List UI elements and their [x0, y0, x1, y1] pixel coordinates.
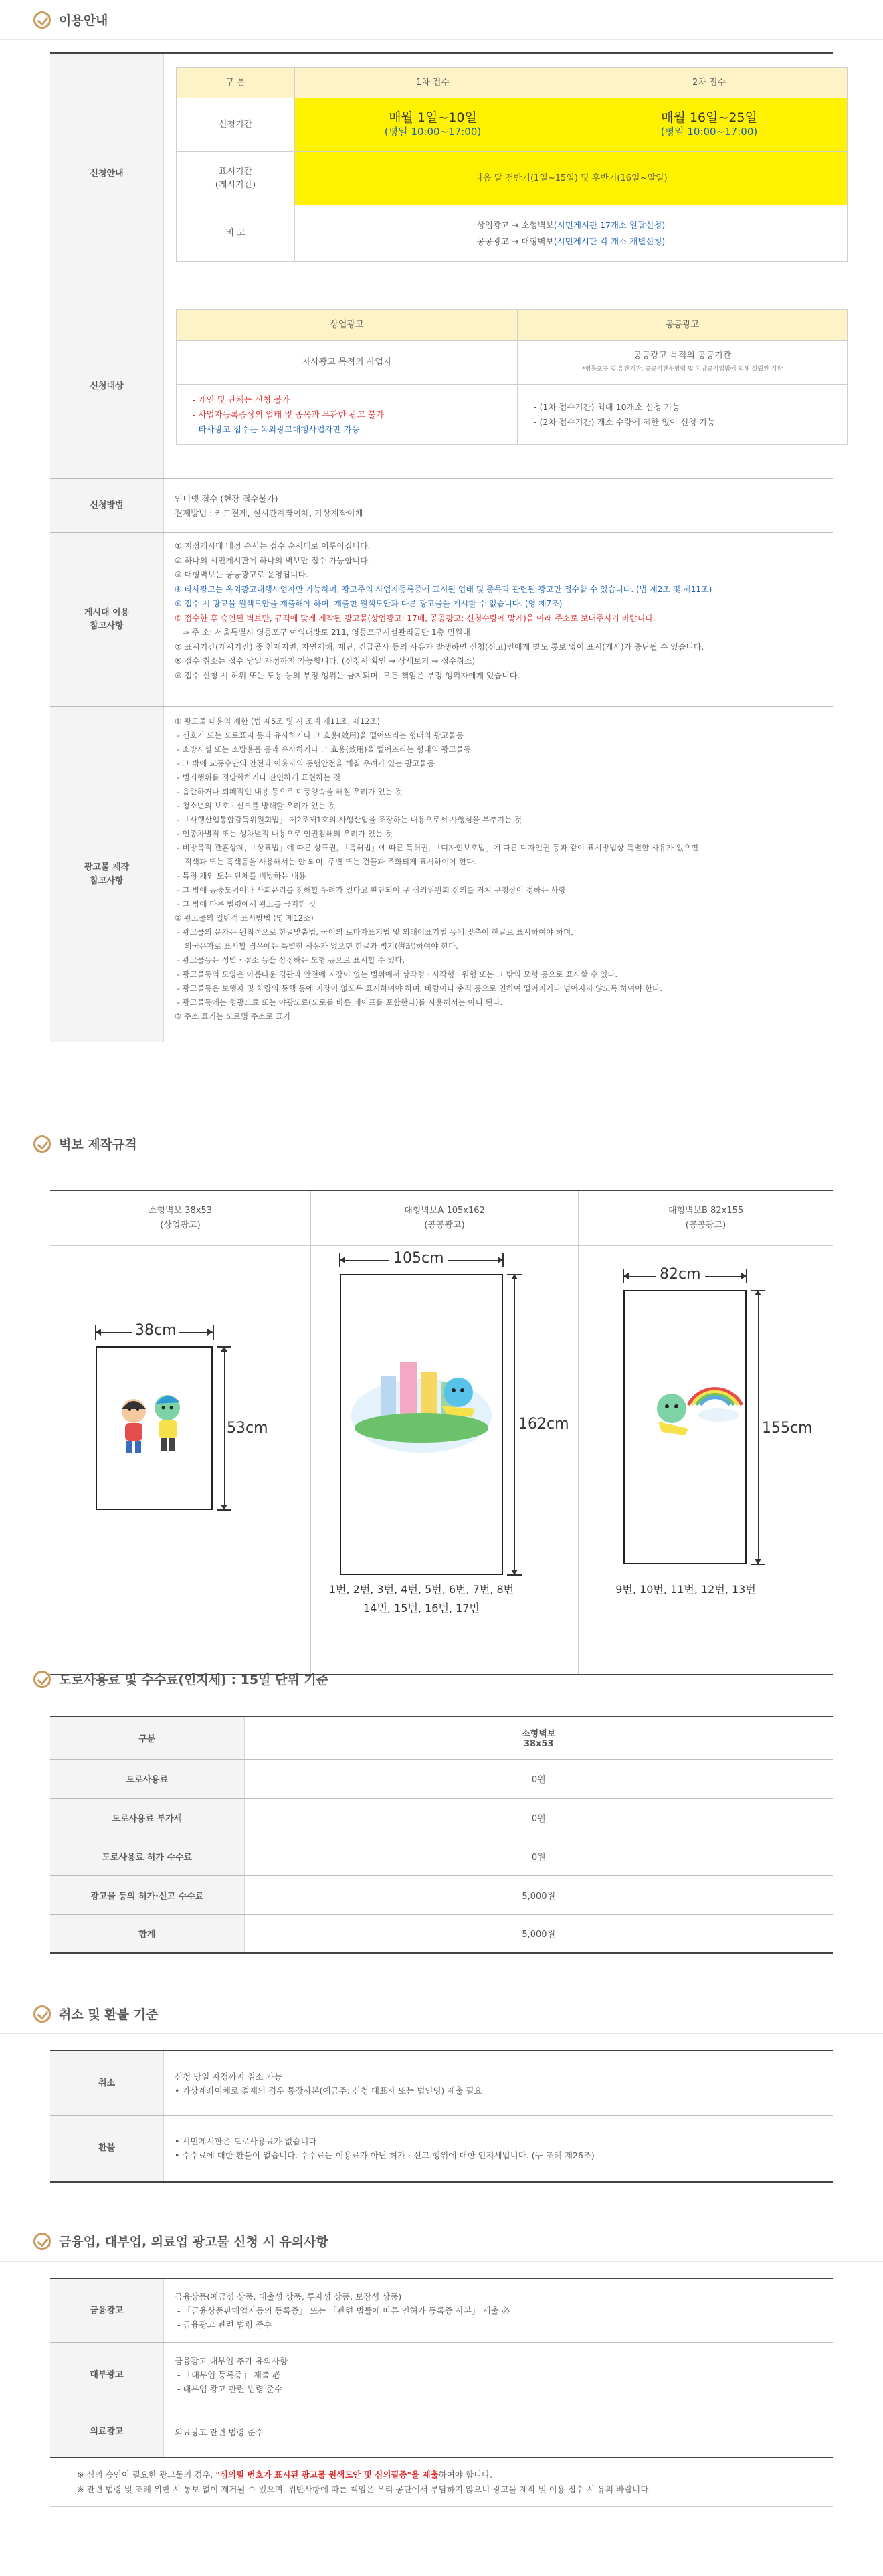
restrict-item: - 소방시설 또는 소방용품 등과 유사하거나 그 효용(效用)을 떨어뜨리는 형태의 광고물등	[175, 745, 471, 754]
fee-value: 5,000원	[244, 1914, 833, 1953]
restrict-list	[164, 707, 833, 1042]
target-table: 상업광고 공공광고 자사광고 목적의 사업자 공공광고 목적의 공공기관 *영등포구 및 유관기관, 공공기관운영법 및 지방공기업법에 의해 설립된 기관 - 개인 및 단체는 신청 불가 - 사업자등록증상의 업태 및 종목과 무관한 광고 불가 - 타사광고 접수는 옥외광고대행사업자만 가능 - (1차 접수기간) 최대 10개소 신청 가능 - (2차 접수기간) 개소 수량에 제한 없이 신청 가능	[176, 309, 848, 445]
spec-large-b: 대형벽보B 82x155 (공공광고) 82cm 155cm 9번, 10번, 11번, 12번, 13번	[579, 1191, 833, 1674]
mascot-rainbow-icon	[625, 1291, 745, 1563]
fee-label: 도로사용료	[50, 1759, 244, 1798]
small-width: 38cm	[132, 1322, 179, 1339]
fee-label: 도로사용료 허가 수수료	[50, 1837, 244, 1875]
row-target: 신청대상 상업광고 공공광고 자사광고 목적의 사업자 공공광고 목적의 공공기관 *영등포구 및 유관기관, 공공기관운영법 및 지방공기업법에 의해 설립된 기관 - 개인 및 단체는 신청 불가 - 사업자등록증상의 업태 및 종목과 무관한 광고 불가 - 타사광고 접수는 옥외광고대행사업자만 가능 - (1차 접수기간) 최대 10개소 신청 가능 - (2차 접수기간) 개소 수량에 제한 없이 신청 가능	[50, 294, 833, 479]
period-2: 매월 16일~25일	[661, 110, 757, 125]
fee-value: 5,000원	[244, 1875, 833, 1914]
restrict-item: - 신호기 또는 도로표지 등과 유사하거나 그 효용(效用)을 떨어뜨리는 형태의 광고물등	[175, 731, 464, 740]
small-board	[96, 1346, 213, 1510]
restrict-item: - 광고물등의 모양은 아름다운 경관과 안전에 지장이 없는 범위에서 상각형 · 사각형 · 원형 또는 그 밖의 모형 등으로 표시할 수 있다.	[175, 970, 618, 979]
restrict-item: ① 광고물 내용의 제한 (법 제5조 및 시 조례 제11조, 제12조)	[175, 717, 381, 726]
fee-row	[50, 1759, 833, 1798]
usage-header	[0, 0, 883, 40]
restrict-item: - 비방목적 관혼상제, 「상표법」에 따른 상표권, 「특허법」에 따른 특허권, 「디자인보호법」에 따른 디자인권 등과 같이 표시방법상 특별한 사유가 없으면	[175, 843, 699, 852]
small-height: 53cm	[227, 1420, 268, 1437]
usage-title: 이용안내	[59, 13, 108, 28]
fee-row	[50, 1798, 833, 1837]
restrict-item: - 그 밖에 공중도덕이나 사회윤리를 침해할 우려가 있다고 판단되어 구 심의위원회 심의를 거쳐 구청장이 정하는 사항	[175, 885, 566, 895]
refund-table	[50, 2050, 833, 2183]
note-item: ⑨ 접수 신청 시 허위 또는 도용 등의 부정 행위는 금지되며, 모든 책임은 부정 행위자에게 있습니다.	[175, 670, 520, 680]
spec-section: 벽보 제작규격 소형벽보 38x53 (상업광고) 38cm 53cm 대형벽보A 105x162 (공공광고) 105cm 162cm 1번, 2번, 3번, 4번, 5번, 6번, 7번, 8번 14번, 15번, 16번, 17번 대형벽보B 82x155 (공공광고) 82cm 155cm 9번, 10번, 11번, 12번, 13번	[0, 1124, 883, 1675]
finance-notes: ※ 심의 승인이 필요한 광고물의 경우, "심의필 번호가 표시된 광고물 원색도안 및 심의필증"을 제출하여야 합니다. ※ 관련 법령 및 조례 위반 시 통보 없이 제거될 수 있으며, 위반사항에 따른 책임은 우리 공단에서 부담하지 않으니 광고물 제작 및 이용 접수 시 유의 바랍니다.	[77, 2470, 652, 2494]
note-item: ③ 대형벽보는 공공광고로 운영됩니다.	[175, 570, 308, 579]
fee-row	[50, 1837, 833, 1875]
restrict-item: 적색과 또는 흑색등을 사용해서는 안 되며, 주변 또는 건물과 조화되게 표시하여야 한다.	[175, 857, 476, 866]
restrict-item: - 그 밖에 다른 법령에서 광고를 금지한 것	[175, 899, 316, 909]
fee-label: 합계	[50, 1914, 244, 1953]
restrict-item: 외국문자로 표시할 경우에는 특별한 사유가 없으면 한글과 병기(倂記)하여야 한다.	[175, 941, 458, 951]
restrict-item: - 광고물등은 보행자 및 차량의 통행 등에 지장이 없도록 표시하여야 하며, 바람이나 충격 등으로 인하여 떨어지거나 넘어지지 않도록 하여야 한다.	[175, 984, 662, 993]
mascot-city-icon	[341, 1275, 502, 1574]
row-restrict: 광고물 제작 참고사항 ① 광고물 내용의 제한 (법 제5조 및 시 조례 제11조, 제12조) - 신호기 또는 도로표지 등과 유사하거나 그 효용(效用)을 떨어뜨리는 형태의 광고물등 - 소방시설 또는 소방용품 등과 유사하거나 그 효용(效用)을 떨어뜨리는 형태의 광고물등 - 그 밖에 교통수단의 안전과 이용자의 통행안전을 해칠 우려가 있는 광고물등 - 범죄행위를 정당화하거나 잔인하게 표현하는 것 - 음란하거나 퇴폐적인 내용 등으로 미풍양속을 해칠 우려가 있는 것 - 청소년의 보호 · 선도를 방해할 우려가 있는 것 - 「사행산업통합감독위원회법」 제2조제1호의 사행산업을 조장하는 내용으로서 사행심을 부추기는 것 - 인종차별적 또는 성차별적 내용으로 인권침해의 우려가 있는 것 - 비방목적 관혼상제, 「상표법」에 따른 상표권, 「특허법」에 따른 특허권, 「디자인보호법」에 따른 디자인권 등과 같이 표시방법상 특별한 사유가 없으면 적색과 또는 흑색등을 사용해서는 안 되며, 주변 또는 건물과 조화되게 표시하여야 한다. - 특정 개인 또는 단체를 비방하는 내용 - 그 밖에 공중도덕이나 사회윤리를 침해할 우려가 있다고 판단되어 구 심의위원회 심의를 거쳐 구청장이 정하는 사항 - 그 밖에 다른 법령에서 광고를 금지한 것 ② 광고물의 일반적 표시방법 (영 제12조) - 광고물의 문자는 원칙적으로 한글맞춤법, 국어의 로마자표기법 및 외래어표기법 등에 맞추어 한글로 표시하여야 하며, 외국문자로 표시할 경우에는 특별한 사유가 없으면 한글과 병기(倂記)하여야 한다. - 광고물등은 성별 · 접소 등을 상징하는 도형 등으로 표시할 수 있다. - 광고물등의 모양은 아름다운 경관과 안전에 지장이 없는 범위에서 상각형 · 사각형 · 원형 또는 그 밖의 모형 등으로 표시할 수 있다. - 광고물등은 보행자 및 차량의 통행 등에 지장이 없도록 표시하여야 하며, 바람이나 충격 등으로 인하여 떨어지거나 넘어지지 않도록 하여야 한다. - 광고물등에는 형광도료 또는 야광도료(도로를 바른 테이프를 포함한다)를 사용해서는 아니 된다. ③ 주소 표기는 도로명 주소로 표기	[50, 707, 833, 1042]
finance-line: 금융광고 대부업 추가 유의사항	[175, 2356, 288, 2366]
restrict-item: - 특정 개인 또는 단체를 비방하는 내용	[175, 871, 306, 881]
finance-line: - 금융광고 관련 법령 준수	[175, 2320, 272, 2330]
large-a-width: 105cm	[389, 1250, 448, 1267]
row-method: 신청방법 인터넷 접수 (현장 접수불가) 결제방법 : 카드결제, 실시간계좌이체, 가상계좌이체	[50, 479, 833, 533]
finance-label: 의료광고	[50, 2407, 164, 2457]
fee-table: 구분 소형벽보 38x53 도로사용료 0원 도로사용료 부가세 0원 도로사용료 허가 수수료 0원 광고물 등의 허가·신고 수수료 5,000원 합계 5,000원	[50, 1716, 833, 1954]
large-b-board	[623, 1290, 747, 1564]
restrict-item: - 인종차별적 또는 성차별적 내용으로 인권침해의 우려가 있는 것	[175, 829, 393, 838]
spec-table	[50, 1190, 833, 1675]
restrict-item: ② 광고물의 일반적 표시방법 (영 제12조)	[175, 913, 314, 923]
fee-value: 0원	[244, 1798, 833, 1837]
restrict-item: - 그 밖에 교통수단의 안전과 이용자의 통행안전을 해칠 우려가 있는 광고물등	[175, 759, 435, 768]
check-circle-icon	[33, 2233, 51, 2250]
fee-label: 도로사용료 부가세	[50, 1798, 244, 1837]
finance-line: - 대부업 광고 관련 법령 준수	[175, 2384, 283, 2394]
note-item: ⑥ 접수한 후 승인된 벽보만, 규격에 맞게 제작된 광고물(상업광고: 17매, 공공광고: 신청수량에 맞게)을 아래 주소로 보내주시기 바랍니다.	[175, 613, 656, 623]
check-circle-icon	[33, 1671, 51, 1688]
mascot-kids-icon	[97, 1348, 211, 1509]
usage-table	[50, 52, 833, 1042]
note-item: ⑤ 접수 시 광고물 원색도안을 제출해야 하며, 제출한 원색도안과 다른 광고물을 게시할 수 없습니다. (영 제7조)	[175, 599, 563, 608]
period-1: 매월 1일~10일	[389, 110, 477, 125]
note-item: ⇒ 주 소: 서울특별시 영등포구 여의대방로 211, 영등포구시설관리공단 1층 민원대	[175, 628, 470, 637]
large-a-height: 162cm	[518, 1416, 569, 1433]
finance-label: 대부광고	[50, 2343, 164, 2407]
period-table: 구 분 1차 접수 2차 접수 신청기간 매월 1일~10일 (평일 10:00~17:00) 매월 16일~25일 (평일 10:00~17:00) 표시기간 (게시기간) 다음 달 전반기(1일~15일) 및 후반기(16일~말일) 비 고 상업광고 → 소형벽보(시민게시판 17개소 일괄신청) 공공광고 → 대형벽보(시민게시판 각 개소 개별신청)	[176, 67, 848, 262]
restrict-item: - 광고물의 문자는 원칙적으로 한글맞춤법, 국어의 로마자표기법 및 외래어표기법 등에 맞추어 한글로 표시하여야 하며,	[175, 927, 573, 937]
row-cancel: 취소 신청 당일 자정까지 취소 가능 • 가상계좌이체로 결제의 경우 통장사본(예금주: 신청 대표자 또는 법인명) 제출 필요	[50, 2051, 833, 2116]
note-item: ② 하나의 시민게시판에 하나의 벽보만 접수 가능합니다.	[175, 555, 371, 565]
note-item: ⑦ 표시기간(게시기간) 중 천재지변, 자연재해, 재난, 긴급공사 등의 사유가 발생하면 신청(신고)인에게 별도 통보 없이 표시(게시)가 중단될 수 있습니다.	[175, 642, 704, 652]
fee-row	[50, 1914, 833, 1953]
check-circle-icon	[33, 1135, 51, 1153]
fee-section: 도로사용료 및 수수료(인지세) : 15일 단위 기준 구분 소형벽보 38x53 도로사용료 0원 도로사용료 부가세 0원 도로사용료 허가 수수료 0원 광고물 등의 허가·신고 수수료 5,000원 합계 5,000원	[0, 1659, 883, 1954]
large-a-board	[340, 1274, 503, 1575]
refund-section: 취소 및 환불 기준 취소 신청 당일 자정까지 취소 가능 • 가상계좌이체로 결제의 경우 통장사본(예금주: 신청 대표자 또는 법인명) 제출 필요 환불 • 시민게시판은 도로사용료가 없습니다. • 수수료에 대한 환불이 없습니다. 수수료는 이용료가 아닌 허가 · 신고 행위에 대한 인지세입니다. (구 조례 제26조)	[0, 1994, 883, 2183]
finance-row	[50, 2407, 833, 2458]
display-period: 다음 달 전반기(1일~15일) 및 후반기(16일~말일)	[295, 152, 848, 205]
finance-line: - 「금융상품판매업자등의 등록증」 또는 「관련 법률에 따른 인허가 등록증 사본」 제출 必	[175, 2306, 510, 2316]
large-b-width: 82cm	[656, 1266, 705, 1283]
large-a-caption: 1번, 2번, 3번, 4번, 5번, 6번, 7번, 8번 14번, 15번, 16번, 17번	[328, 1583, 514, 1615]
large-b-height: 155cm	[762, 1420, 813, 1437]
restrict-item: - 음란하거나 퇴폐적인 내용 등으로 미풍양속을 해칠 우려가 있는 것	[175, 787, 403, 796]
notes-list	[164, 533, 833, 706]
restrict-item: ③ 주소 표기는 도로명 주소로 표기	[175, 1012, 291, 1021]
finance-row	[50, 2343, 833, 2407]
note-item: ④ 타사광고는 옥외광고대행사업자만 가능하며, 광고주의 사업자등록증에 표시된 업태 및 종목과 관련된 광고만 접수할 수 있습니다. (법 제2조 및 제11조)	[175, 584, 712, 594]
note-item: ① 지정게시대 배정 순서는 접수 순서대로 이루어집니다.	[175, 541, 371, 551]
restrict-item: - 「사행산업통합감독위원회법」 제2조제1호의 사행산업을 조장하는 내용으로서 사행심을 부추기는 것	[175, 815, 522, 824]
row-refund: 환불 • 시민게시판은 도로사용료가 없습니다. • 수수료에 대한 환불이 없습니다. 수수료는 이용료가 아닌 허가 · 신고 행위에 대한 인지세입니다. (구 조례 제26조)	[50, 2116, 833, 2183]
restrict-item: - 광고물등에는 형광도료 또는 야광도료(도로를 바른 테이프를 포함한다)를 사용해서는 아니 된다.	[175, 998, 503, 1007]
fee-row	[50, 1875, 833, 1914]
fee-value: 0원	[244, 1837, 833, 1875]
fee-label: 광고물 등의 허가·신고 수수료	[50, 1875, 244, 1914]
large-b-caption: 9번, 10번, 11번, 12번, 13번	[615, 1583, 756, 1596]
finance-table	[50, 2278, 833, 2458]
finance-label: 금융광고	[50, 2279, 164, 2342]
finance-row	[50, 2279, 833, 2343]
fee-value: 0원	[244, 1759, 833, 1798]
restrict-item: - 범죄행위를 정당화하거나 잔인하게 표현하는 것	[175, 773, 341, 782]
finance-section: 금융업, 대부업, 의료업 광고물 신청 시 유의사항 금융광고 금융상품(예금성 상품, 대출성 상품, 투자성 상품, 보장성 상품) - 「금융상품판매업자등의 등록증」 또는 「관련 법률에 따른 인허가 등록증 사본」 제출 必 - 금융광고 관련 법령 준수 대부광고 금융광고 대부업 추가 유의사항 - 「대부업 등록증」 제출 必 - 대부업 광고 관련 법령 준수 의료광고 의료광고 관련 법령 준수 ※ 심의 승인이 필요한 광고물의 경우, "심의필 번호가 표시된 광고물 원색도안 및 심의필증"을 제출하여야 합니다. ※ 관련 법령 및 조례 위반 시 통보 없이 제거될 수 있으며, 위반사항에 따른 책임은 우리 공단에서 부담하지 않으니 광고물 제작 및 이용 접수 시 유의 바랍니다.	[0, 2221, 883, 2507]
restrict-item: - 청소년의 보호 · 선도를 방해할 우려가 있는 것	[175, 801, 336, 810]
spec-small: 소형벽보 38x53 (상업광고) 38cm 53cm	[50, 1191, 311, 1674]
restrict-item: - 광고물등은 성별 · 접소 등을 상징하는 도형 등으로 표시할 수 있다.	[175, 955, 405, 965]
finance-line: 금융상품(예금성 상품, 대출성 상품, 투자성 상품, 보장성 상품)	[175, 2292, 402, 2302]
spec-large-a: 대형벽보A 105x162 (공공광고) 105cm 162cm 1번, 2번, 3번, 4번, 5번, 6번, 7번, 8번 14번, 15번, 16번, 17번	[311, 1191, 579, 1674]
usage-section	[0, 0, 883, 1042]
label-application: 신청안내	[50, 54, 164, 294]
check-circle-icon	[33, 2005, 51, 2023]
check-circle-icon	[33, 11, 51, 29]
note-item: ⑧ 접수 취소는 접수 당일 자정까지 가능합니다. (신청서 확인 → 상세보기 → 접수취소)	[175, 656, 476, 666]
row-application	[50, 54, 833, 294]
row-notes: 게시대 이용 참고사항 ① 지정게시대 배정 순서는 접수 순서대로 이루어집니다. ② 하나의 시민게시판에 하나의 벽보만 접수 가능합니다. ③ 대형벽보는 공공광고로 운영됩니다. ④ 타사광고는 옥외광고대행사업자만 가능하며, 광고주의 사업자등록증에 표시된 업태 및 종목과 관련된 광고만 접수할 수 있습니다. (법 제2조 및 제11조) ⑤ 접수 시 광고물 원색도안을 제출해야 하며, 제출한 원색도안과 다른 광고물을 게시할 수 없습니다. (영 제7조) ⑥ 접수한 후 승인된 벽보만, 규격에 맞게 제작된 광고물(상업광고: 17매, 공공광고: 신청수량에 맞게)을 아래 주소로 보내주시기 바랍니다. ⇒ 주 소: 서울특별시 영등포구 여의대방로 211, 영등포구시설관리공단 1층 민원대 ⑦ 표시기간(게시기간) 중 천재지변, 자연재해, 재난, 긴급공사 등의 사유가 발생하면 신청(신고)인에게 별도 통보 없이 표시(게시)가 중단될 수 있습니다. ⑧ 접수 취소는 접수 당일 자정까지 가능합니다. (신청서 확인 → 상세보기 → 접수취소) ⑨ 접수 신청 시 허위 또는 도용 등의 부정 행위는 금지되며, 모든 책임은 부정 행위자에게 있습니다.	[50, 533, 833, 707]
finance-line: 의료광고 관련 법령 준수	[175, 2427, 264, 2437]
finance-line: - 「대부업 등록증」 제출 必	[175, 2370, 281, 2380]
